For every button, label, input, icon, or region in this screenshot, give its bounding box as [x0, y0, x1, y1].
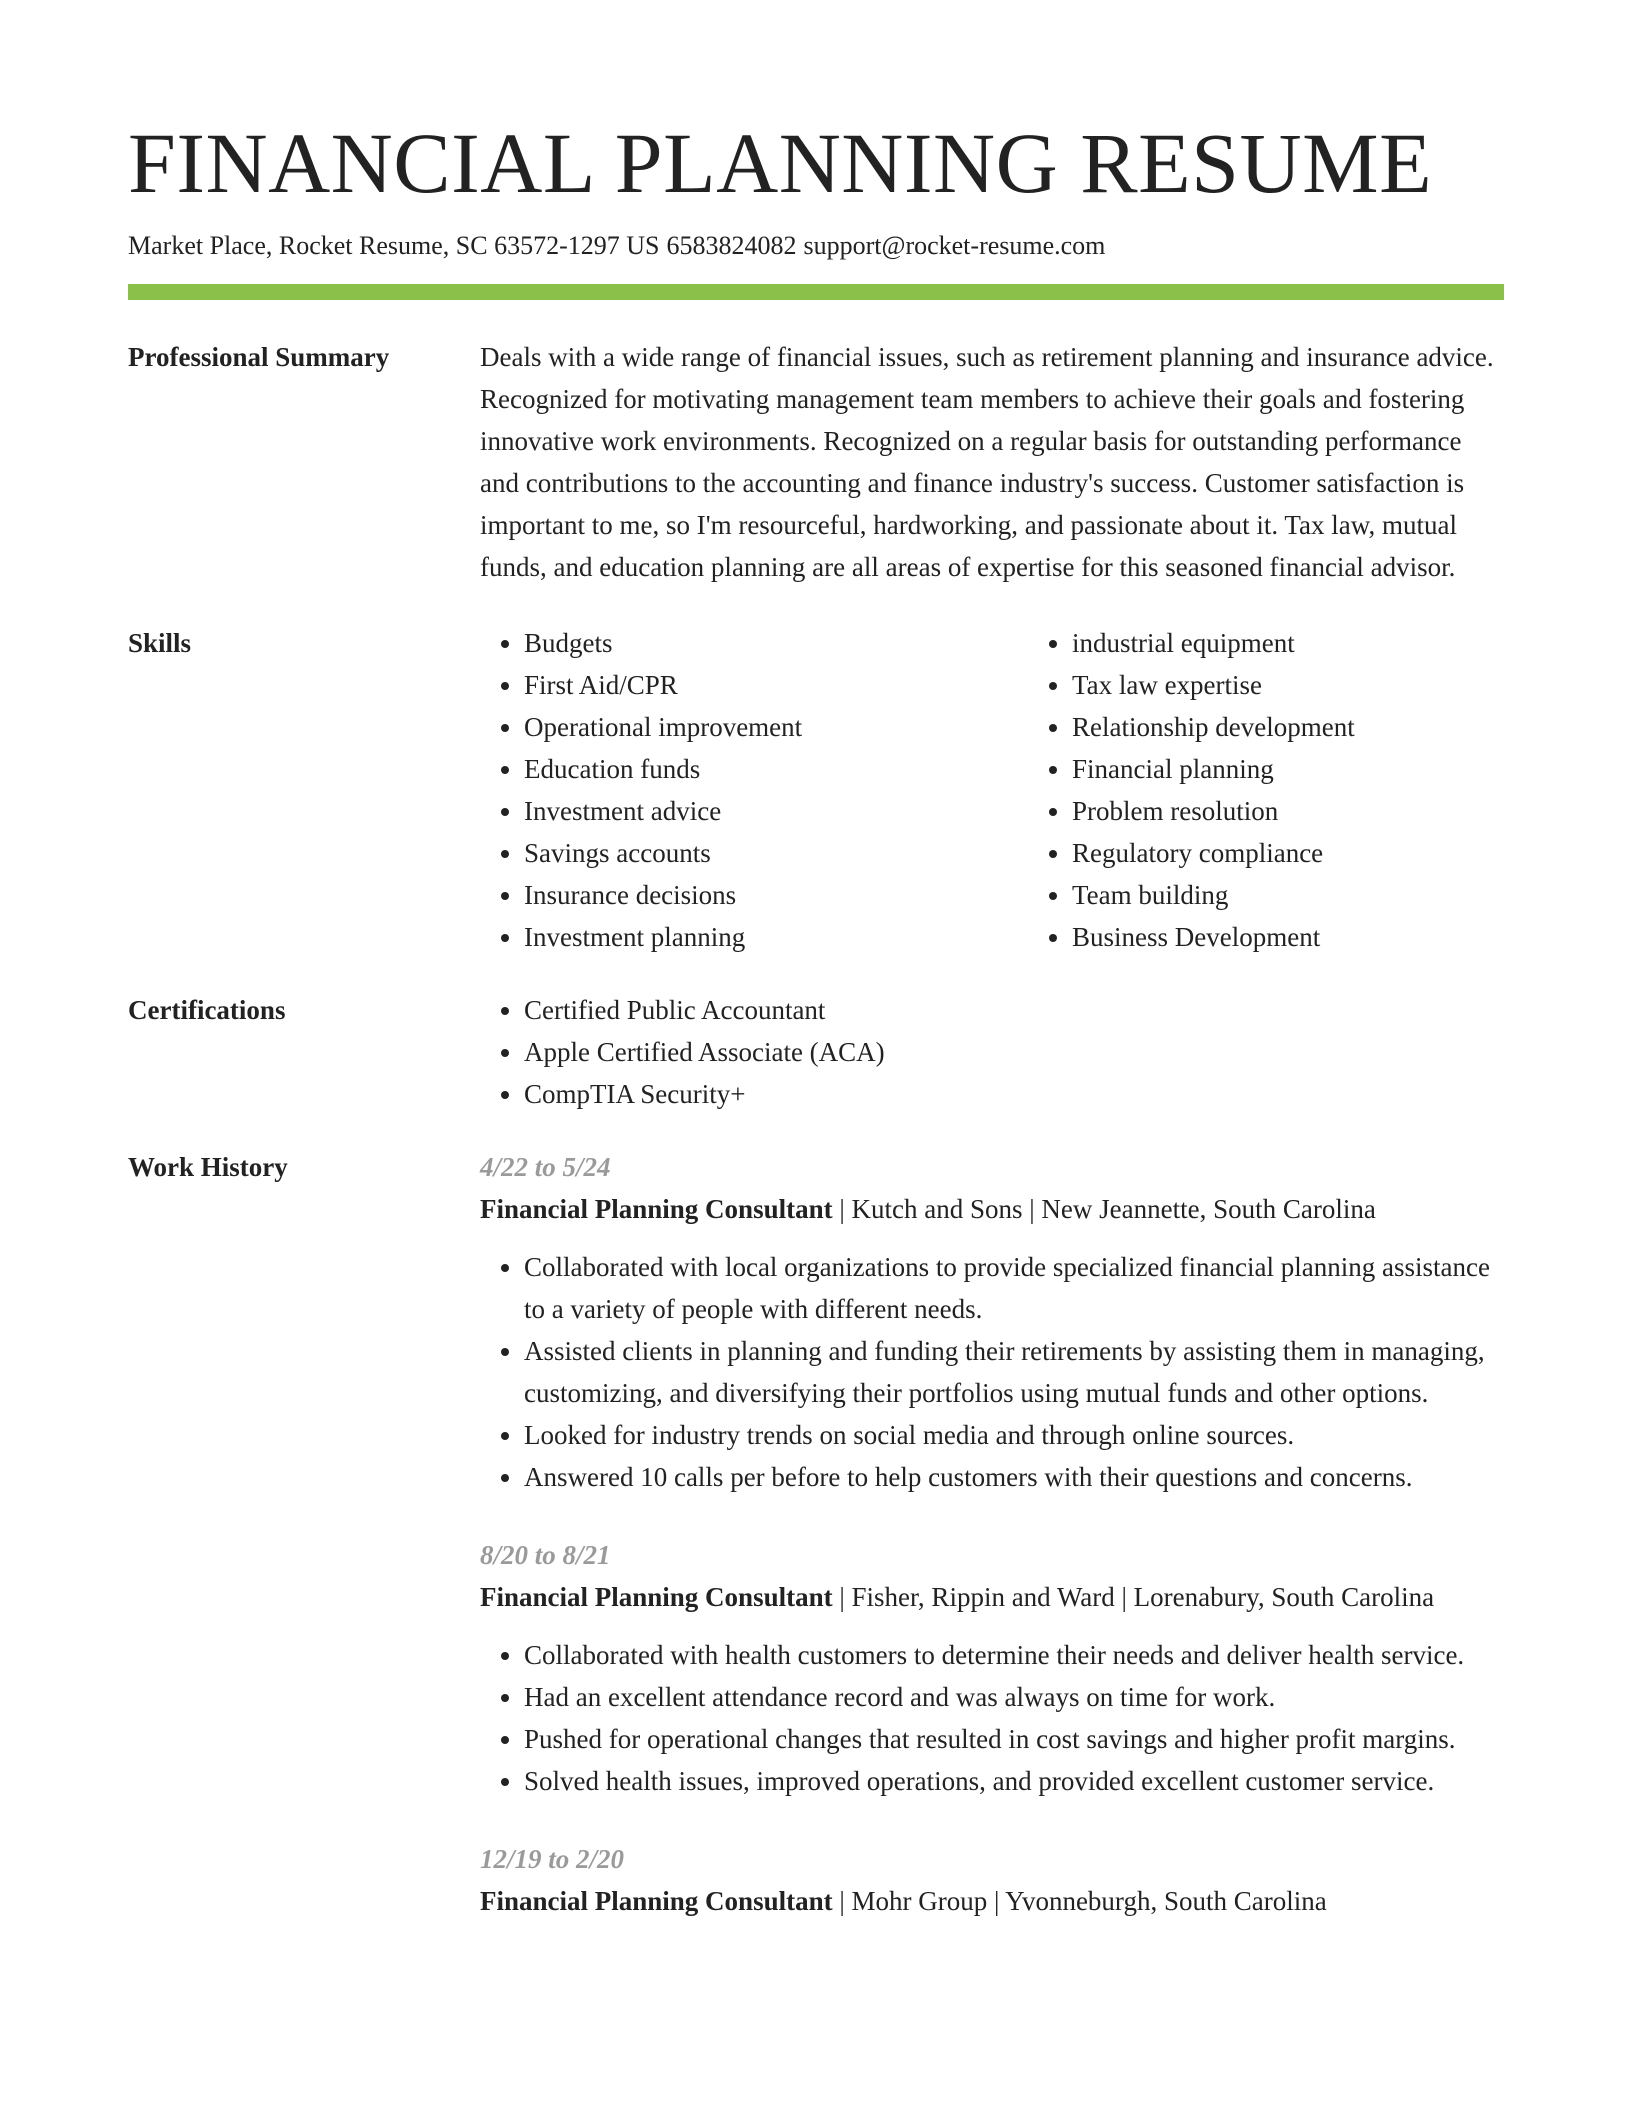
skills-section	[128, 622, 1504, 958]
resume-page	[128, 115, 1504, 1922]
skills-body	[480, 622, 1576, 958]
certifications-section	[128, 989, 1504, 1115]
job-heading	[480, 1576, 1504, 1618]
list-item: • Team building	[1072, 874, 1576, 916]
list-item: • Operational improvement	[524, 706, 1028, 748]
list-item: • CompTIA Security+	[524, 1073, 1504, 1115]
job-duties	[480, 1246, 1504, 1498]
work-history-section	[128, 1146, 1504, 1922]
list-item: • Relationship development	[1072, 706, 1576, 748]
list-item: • Investment planning	[524, 916, 1028, 958]
job-employer: | Fisher, Rippin and Ward | Lorenabury, South Carolina	[832, 1582, 1435, 1613]
list-item: • Collaborated with health customers to determine their needs and deliver health service.	[524, 1634, 1504, 1676]
list-item: • Certified Public Accountant	[524, 989, 1504, 1031]
work-history-body	[480, 1146, 1504, 1922]
section-label-summary: Professional Summary	[128, 342, 390, 373]
list-item: • Financial planning	[1072, 748, 1576, 790]
list-item: • Problem resolution	[1072, 790, 1576, 832]
job-title: Financial Planning Consultant	[480, 1886, 833, 1917]
list-item: • Solved health issues, improved operations, and provided excellent customer service.	[524, 1760, 1504, 1802]
contact-line	[128, 230, 1504, 261]
list-item: • Investment advice	[524, 790, 1028, 832]
list-item: • Pushed for operational changes that resulted in cost savings and higher profit margins.	[524, 1718, 1504, 1760]
job-employer: | Kutch and Sons | New Jeannette, South Carolina	[832, 1194, 1376, 1225]
job-duties	[480, 1634, 1504, 1802]
list-item: • industrial equipment	[1072, 622, 1576, 664]
accent-divider	[128, 284, 1504, 300]
summary-body	[480, 336, 1504, 588]
address: Market Place, Rocket Resume, SC 63572-1297 US	[128, 231, 660, 260]
job-dates: 8/20 to 8/21	[480, 1540, 611, 1571]
job-dates: 12/19 to 2/20	[480, 1844, 625, 1875]
list-item: • Apple Certified Associate (ACA)	[524, 1031, 1504, 1073]
list-item: • Savings accounts	[524, 832, 1028, 874]
section-label-skills: Skills	[128, 628, 192, 659]
job-dates: 4/22 to 5/24	[480, 1152, 611, 1183]
job-title: Financial Planning Consultant	[480, 1194, 833, 1225]
list-item: • Regulatory compliance	[1072, 832, 1576, 874]
list-item: • Insurance decisions	[524, 874, 1028, 916]
email: support@rocket-resume.com	[803, 231, 1106, 260]
list-item: • Answered 10 calls per before to help customers with their questions and concerns.	[524, 1456, 1504, 1498]
section-label-certifications: Certifications	[128, 995, 286, 1026]
summary-text: Deals with a wide range of financial issues, such as retirement planning and insurance advice. Recognized for motivating management team members to achieve their goals and fostering innovative work environments. Recognized on a regular basis for outstanding performance and contributions to the accounting and finance industry's success. Customer satisfaction is important to me, so I'm resourceful, hardworking, and passionate about it. Tax law, mutual funds, and education planning are all areas of expertise for this seasoned financial advisor.	[480, 342, 1494, 583]
job-entry	[480, 1534, 1504, 1802]
certifications-list	[480, 989, 1504, 1115]
list-item: • Had an excellent attendance record and was always on time for work.	[524, 1676, 1504, 1718]
resume-title: FINANCIAL PLANNING RESUME	[128, 115, 1433, 211]
list-item: • First Aid/CPR	[524, 664, 1028, 706]
job-employer: | Mohr Group | Yvonneburgh, South Carolina	[832, 1886, 1327, 1917]
list-item: • Tax law expertise	[1072, 664, 1576, 706]
skills-list-right	[1028, 622, 1576, 958]
job-title: Financial Planning Consultant	[480, 1582, 833, 1613]
list-item: • Looked for industry trends on social media and through online sources.	[524, 1414, 1504, 1456]
job-heading	[480, 1880, 1504, 1922]
resume-body	[128, 336, 1504, 1922]
list-item: • Assisted clients in planning and funding their retirements by assisting them in managing, customizing, and diversifying their portfolios using mutual funds and other options.	[524, 1330, 1504, 1414]
list-item: • Collaborated with local organizations to provide specialized financial planning assistance to a variety of people with different needs.	[524, 1246, 1504, 1330]
job-heading	[480, 1188, 1504, 1230]
skills-list-left	[480, 622, 1028, 958]
job-entry	[480, 1838, 1504, 1922]
phone: 6583824082	[666, 231, 797, 260]
list-item: • Education funds	[524, 748, 1028, 790]
list-item: • Budgets	[524, 622, 1028, 664]
summary-section	[128, 336, 1504, 588]
job-entry	[480, 1146, 1504, 1498]
section-label-work-history: Work History	[128, 1152, 288, 1183]
certifications-body	[480, 989, 1504, 1115]
list-item: • Business Development	[1072, 916, 1576, 958]
